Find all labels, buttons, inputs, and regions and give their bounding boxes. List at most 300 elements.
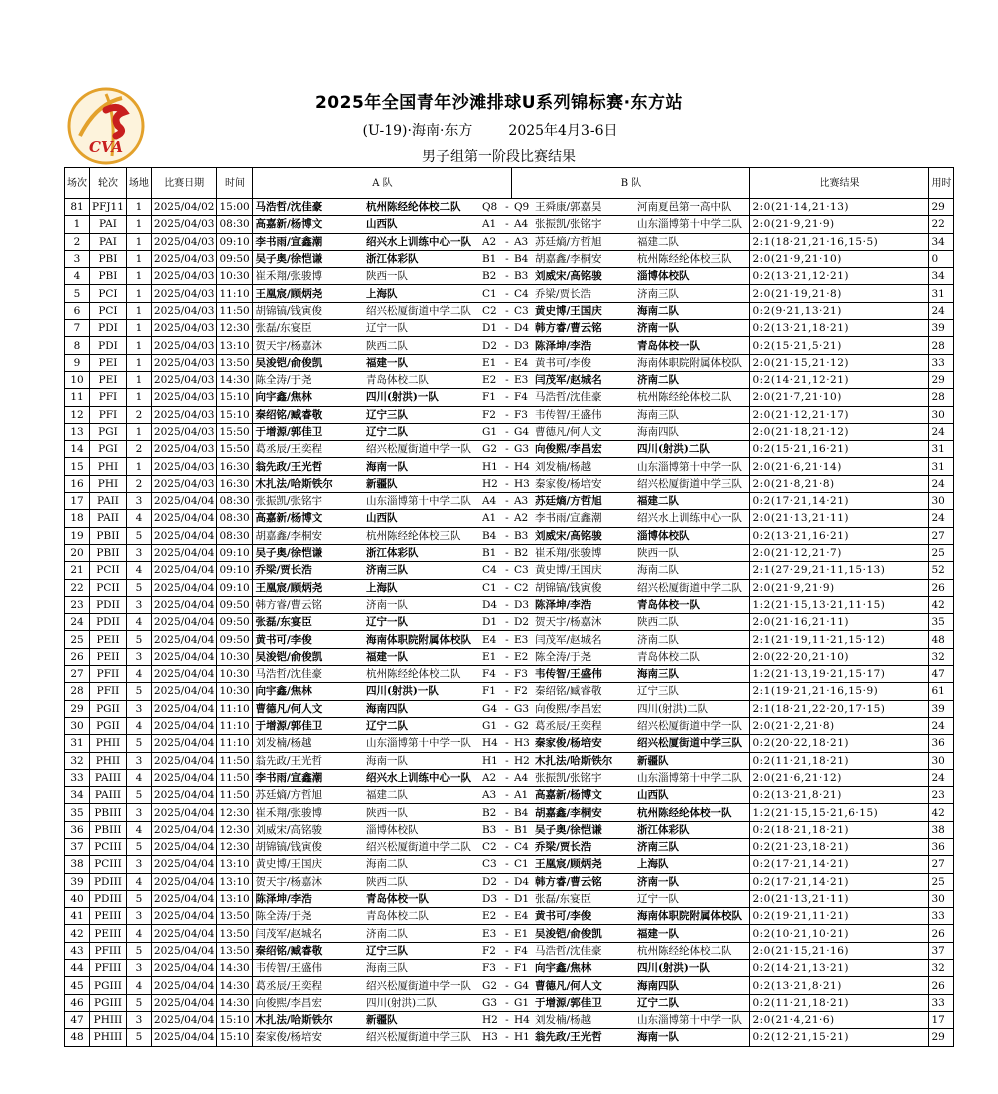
team-a-players: 李书雨/宣鑫潮: [253, 769, 364, 786]
date: 2025/04/04: [151, 856, 217, 873]
date: 2025/04/03: [151, 441, 217, 458]
date: 2025/04/03: [151, 285, 217, 302]
round: PAIII: [90, 787, 127, 804]
team-a-name: 四川(射洪)二队: [364, 994, 480, 1011]
team-b-name: 海南二队: [635, 562, 750, 579]
vs-dash: -: [502, 994, 512, 1011]
court: 1: [126, 458, 151, 475]
date: 2025/04/04: [151, 700, 217, 717]
team-b-code: C1: [512, 856, 533, 873]
vs-dash: -: [502, 510, 512, 527]
date: 2025/04/04: [151, 925, 217, 942]
team-b-code: F3: [512, 406, 533, 423]
team-b-players: 黄史博/王国庆: [533, 302, 635, 319]
team-b-players: 张振凯/张铭宇: [533, 216, 635, 233]
round: PFII: [90, 666, 127, 683]
team-b-players: 张振凯/张铭宇: [533, 769, 635, 786]
time: 16:30: [217, 458, 253, 475]
date: 2025/04/04: [151, 1011, 217, 1028]
time: 13:50: [217, 354, 253, 371]
match-duration: 27: [929, 856, 954, 873]
time: 14:30: [217, 994, 253, 1011]
date: 2025/04/04: [151, 544, 217, 561]
team-b-players: 向俊熙/李昌宏: [533, 441, 635, 458]
table-row: [65, 908, 954, 925]
vs-dash: -: [502, 856, 512, 873]
vs-dash: -: [502, 423, 512, 440]
round: PEII: [90, 648, 127, 665]
court: 3: [126, 960, 151, 977]
vs-dash: -: [502, 769, 512, 786]
match-duration: 31: [929, 458, 954, 475]
team-a-players: 胡锦镐/钱寅俊: [253, 838, 364, 855]
date: 2025/04/04: [151, 890, 217, 907]
team-b-players: 刘发楠/杨越: [533, 458, 635, 475]
date: 2025/04/04: [151, 787, 217, 804]
table-row: [65, 216, 954, 233]
match-no: 8: [65, 337, 90, 354]
team-a-players: 黄史博/王国庆: [253, 856, 364, 873]
match-no: 17: [65, 493, 90, 510]
team-a-players: 陈全涛/于尧: [253, 908, 364, 925]
team-a-players: 秦绍铭/臧睿敬: [253, 406, 364, 423]
table-row: [65, 596, 954, 613]
match-duration: 42: [929, 596, 954, 613]
court: 5: [126, 890, 151, 907]
table-row: [65, 544, 954, 561]
match-result: 2:0(21·2,21·8): [750, 717, 929, 734]
team-a-players: 闫茂军/赵城名: [253, 925, 364, 942]
team-b-players: 韩方睿/曹云铭: [533, 320, 635, 337]
team-a-name: 福建一队: [364, 354, 480, 371]
team-b-code: E3: [512, 371, 533, 388]
table-row: [65, 510, 954, 527]
team-a-name: 福建一队: [364, 648, 480, 665]
vs-dash: -: [502, 717, 512, 734]
date: 2025/04/04: [151, 510, 217, 527]
match-duration: 24: [929, 475, 954, 492]
team-a-players: 木扎法/哈斯铁尔: [253, 1011, 364, 1028]
table-row: [65, 302, 954, 319]
match-result: 2:1(18·21,21·16,15·5): [750, 233, 929, 250]
table-row: [65, 804, 954, 821]
court: 2: [126, 475, 151, 492]
date: 2025/04/03: [151, 371, 217, 388]
round: PBII: [90, 527, 127, 544]
vs-dash: -: [502, 925, 512, 942]
match-result: 2:0(21·16,21·11): [750, 614, 929, 631]
vs-dash: -: [502, 320, 512, 337]
team-a-code: G1: [480, 423, 502, 440]
match-duration: 30: [929, 406, 954, 423]
col-team-a: A 队: [253, 168, 512, 199]
team-b-code: H1: [512, 1029, 533, 1046]
date: 2025/04/04: [151, 908, 217, 925]
table-row: [65, 354, 954, 371]
team-a-code: G4: [480, 700, 502, 717]
team-b-name: 海南二队: [635, 302, 750, 319]
team-a-name: 新疆队: [364, 475, 480, 492]
date: 2025/04/04: [151, 596, 217, 613]
round: PDIII: [90, 873, 127, 890]
match-result: 0:2(17·21,14·21): [750, 873, 929, 890]
time: 10:30: [217, 648, 253, 665]
match-no: 48: [65, 1029, 90, 1046]
team-a-code: F2: [480, 406, 502, 423]
team-a-players: 秦家俊/杨培安: [253, 1029, 364, 1046]
team-a-code: C2: [480, 302, 502, 319]
round: PGI: [90, 423, 127, 440]
vs-dash: -: [502, 960, 512, 977]
team-a-code: G2: [480, 441, 502, 458]
round: PHIII: [90, 1011, 127, 1028]
time: 08:30: [217, 493, 253, 510]
team-a-code: A2: [480, 769, 502, 786]
team-a-code: H1: [480, 458, 502, 475]
team-b-players: 木扎法/哈斯铁尔: [533, 752, 635, 769]
team-a-name: 陕西一队: [364, 268, 480, 285]
team-a-players: 贺天宇/杨嘉沐: [253, 873, 364, 890]
team-a-name: 浙江体彩队: [364, 250, 480, 267]
table-row: [65, 873, 954, 890]
match-no: 18: [65, 510, 90, 527]
team-b-name: 辽宁三队: [635, 683, 750, 700]
team-b-code: C4: [512, 838, 533, 855]
date: 2025/04/04: [151, 579, 217, 596]
match-no: 13: [65, 423, 90, 440]
team-b-players: 高嘉新/杨博文: [533, 787, 635, 804]
round: PCII: [90, 579, 127, 596]
vs-dash: -: [502, 873, 512, 890]
match-result: 2:0(21·19,21·8): [750, 285, 929, 302]
round: PGIII: [90, 994, 127, 1011]
court: 3: [126, 544, 151, 561]
team-b-code: E4: [512, 354, 533, 371]
team-b-code: C3: [512, 302, 533, 319]
team-a-code: A4: [480, 493, 502, 510]
match-no: 12: [65, 406, 90, 423]
team-a-code: B3: [480, 821, 502, 838]
vs-dash: -: [502, 389, 512, 406]
team-b-code: C3: [512, 562, 533, 579]
round: PAIII: [90, 769, 127, 786]
team-b-name: 济南一队: [635, 873, 750, 890]
time: 12:30: [217, 320, 253, 337]
table-row: [65, 838, 954, 855]
court: 4: [126, 717, 151, 734]
court: 3: [126, 804, 151, 821]
time: 12:30: [217, 838, 253, 855]
team-a-code: E1: [480, 354, 502, 371]
time: 11:50: [217, 752, 253, 769]
match-duration: 47: [929, 666, 954, 683]
round: PCI: [90, 285, 127, 302]
court: 2: [126, 406, 151, 423]
team-b-name: 海南体职院附属体校队: [635, 354, 750, 371]
court: 4: [126, 925, 151, 942]
table-row: [65, 752, 954, 769]
team-a-name: 海南一队: [364, 458, 480, 475]
match-duration: 33: [929, 994, 954, 1011]
match-result: 0:2(13·21,12·21): [750, 268, 929, 285]
team-a-players: 张磊/东宴臣: [253, 320, 364, 337]
match-no: 4: [65, 268, 90, 285]
team-b-name: 陕西二队: [635, 614, 750, 631]
team-b-code: G1: [512, 994, 533, 1011]
match-no: 19: [65, 527, 90, 544]
court: 3: [126, 908, 151, 925]
team-b-name: 河南夏邑第一高中队: [635, 199, 750, 216]
team-a-code: D2: [480, 873, 502, 890]
team-a-name: 四川(射洪)一队: [364, 683, 480, 700]
vs-dash: -: [502, 337, 512, 354]
team-b-code: B4: [512, 250, 533, 267]
date: 2025/04/03: [151, 458, 217, 475]
team-a-players: 王凰宸/顾炳尧: [253, 579, 364, 596]
date: 2025/04/04: [151, 614, 217, 631]
team-b-code: A3: [512, 493, 533, 510]
team-b-players: 王凰宸/顾炳尧: [533, 856, 635, 873]
team-a-players: 曹德凡/何人文: [253, 700, 364, 717]
vs-dash: -: [502, 596, 512, 613]
team-b-code: G2: [512, 717, 533, 734]
round: PCIII: [90, 856, 127, 873]
match-duration: 39: [929, 700, 954, 717]
team-a-players: 翁先政/王光哲: [253, 458, 364, 475]
team-a-name: 绍兴松厦街道中学二队: [364, 302, 480, 319]
team-b-name: 杭州陈经纶体校二队: [635, 942, 750, 959]
table-row: [65, 1011, 954, 1028]
match-no: 40: [65, 890, 90, 907]
team-a-name: 杭州陈经纶体校二队: [364, 199, 480, 216]
team-b-name: 绍兴松厦街道中学一队: [635, 717, 750, 734]
team-a-code: G2: [480, 977, 502, 994]
match-duration: 25: [929, 873, 954, 890]
team-b-code: F2: [512, 683, 533, 700]
team-a-players: 韦传智/王盛伟: [253, 960, 364, 977]
court: 1: [126, 371, 151, 388]
match-result: 2:0(21·7,21·10): [750, 389, 929, 406]
team-b-code: D2: [512, 614, 533, 631]
court: 4: [126, 666, 151, 683]
table-row: [65, 717, 954, 734]
team-a-code: H4: [480, 735, 502, 752]
team-a-code: B4: [480, 527, 502, 544]
team-b-code: B1: [512, 821, 533, 838]
round: PFI: [90, 406, 127, 423]
team-b-name: 济南二队: [635, 371, 750, 388]
vs-dash: -: [502, 666, 512, 683]
match-no: 25: [65, 631, 90, 648]
time: 12:30: [217, 821, 253, 838]
team-b-code: D3: [512, 337, 533, 354]
team-a-players: 翁先政/王光哲: [253, 752, 364, 769]
team-a-players: 马浩哲/沈佳豪: [253, 666, 364, 683]
match-duration: 17: [929, 1011, 954, 1028]
team-b-name: 福建二队: [635, 233, 750, 250]
team-a-players: 王凰宸/顾炳尧: [253, 285, 364, 302]
col-date: 比赛日期: [151, 168, 217, 199]
match-duration: 34: [929, 268, 954, 285]
team-a-name: 上海队: [364, 285, 480, 302]
court: 3: [126, 596, 151, 613]
match-no: 21: [65, 562, 90, 579]
court: 5: [126, 631, 151, 648]
team-a-players: 刘威宋/高铭骏: [253, 821, 364, 838]
team-a-players: 高嘉新/杨博文: [253, 510, 364, 527]
date: 2025/04/04: [151, 666, 217, 683]
round: PFIII: [90, 942, 127, 959]
round: PEIII: [90, 925, 127, 942]
vs-dash: -: [502, 302, 512, 319]
team-a-name: 杭州陈经纶体校二队: [364, 666, 480, 683]
match-duration: 61: [929, 683, 954, 700]
team-b-name: 浙江体彩队: [635, 821, 750, 838]
team-a-name: 新疆队: [364, 1011, 480, 1028]
vs-dash: -: [502, 441, 512, 458]
match-result: 0:2(14·21,12·21): [750, 371, 929, 388]
match-result: 0:2(12·21,15·21): [750, 1029, 929, 1046]
team-b-code: A1: [512, 787, 533, 804]
court: 5: [126, 942, 151, 959]
court: 5: [126, 527, 151, 544]
team-b-code: C4: [512, 285, 533, 302]
date: 2025/04/03: [151, 250, 217, 267]
team-a-players: 向宇鑫/焦林: [253, 683, 364, 700]
team-a-name: 陕西二队: [364, 337, 480, 354]
team-a-name: 上海队: [364, 579, 480, 596]
match-duration: 0: [929, 250, 954, 267]
team-b-code: G4: [512, 977, 533, 994]
time: 11:50: [217, 787, 253, 804]
table-row: [65, 441, 954, 458]
document-title: 2025年全国青年沙滩排球U系列锦标赛·东方站: [314, 93, 684, 113]
round: PEIII: [90, 908, 127, 925]
team-b-name: 青岛体校一队: [635, 337, 750, 354]
team-a-code: E1: [480, 648, 502, 665]
match-no: 35: [65, 804, 90, 821]
vs-dash: -: [502, 700, 512, 717]
match-result: 2:1(21·19,11·21,15·12): [750, 631, 929, 648]
team-a-players: 秦绍铭/臧睿敬: [253, 942, 364, 959]
team-a-name: 福建二队: [364, 787, 480, 804]
court: 1: [126, 285, 151, 302]
round: PBIII: [90, 821, 127, 838]
col-court: 场地: [126, 168, 151, 199]
team-a-players: 陈全涛/于尧: [253, 371, 364, 388]
round: PAII: [90, 493, 127, 510]
team-b-code: B4: [512, 804, 533, 821]
team-b-code: E1: [512, 925, 533, 942]
time: 15:10: [217, 389, 253, 406]
match-no: 20: [65, 544, 90, 561]
col-result: 比赛结果: [750, 168, 929, 199]
table-row: [65, 700, 954, 717]
team-b-name: 上海队: [635, 856, 750, 873]
team-a-players: 陈泽坤/李浩: [253, 890, 364, 907]
match-result: 2:0(21·15,21·12): [750, 354, 929, 371]
vs-dash: -: [502, 1011, 512, 1028]
team-b-name: 辽宁二队: [635, 994, 750, 1011]
match-no: 41: [65, 908, 90, 925]
court: 4: [126, 977, 151, 994]
team-a-name: 山西队: [364, 510, 480, 527]
match-no: 46: [65, 994, 90, 1011]
table-row: [65, 925, 954, 942]
team-b-name: 淄博体校队: [635, 527, 750, 544]
court: 4: [126, 614, 151, 631]
team-b-code: H2: [512, 752, 533, 769]
match-result: 2:0(21·4,21·6): [750, 1011, 929, 1028]
team-a-code: H3: [480, 1029, 502, 1046]
team-a-name: 浙江体彩队: [364, 544, 480, 561]
team-a-code: E3: [480, 925, 502, 942]
vs-dash: -: [502, 199, 512, 216]
team-a-players: 向宇鑫/焦林: [253, 389, 364, 406]
team-a-code: H1: [480, 752, 502, 769]
team-a-players: 吴子奥/徐恺谦: [253, 250, 364, 267]
date: 2025/04/04: [151, 735, 217, 752]
team-a-name: 海南二队: [364, 856, 480, 873]
match-duration: 24: [929, 769, 954, 786]
round: PDIII: [90, 890, 127, 907]
court: 1: [126, 354, 151, 371]
team-b-code: D4: [512, 320, 533, 337]
team-a-code: C3: [480, 856, 502, 873]
team-b-code: G3: [512, 441, 533, 458]
match-no: 10: [65, 371, 90, 388]
team-a-code: E2: [480, 908, 502, 925]
vs-dash: -: [502, 908, 512, 925]
team-a-name: 绍兴松厦街道中学一队: [364, 441, 480, 458]
team-b-players: 刘威宋/高铭骏: [533, 268, 635, 285]
round: PHI: [90, 475, 127, 492]
match-result: 2:0(21·6,21·14): [750, 458, 929, 475]
team-b-name: 山东淄博第十中学二队: [635, 216, 750, 233]
table-row: [65, 268, 954, 285]
date: 2025/04/04: [151, 648, 217, 665]
team-b-code: B2: [512, 544, 533, 561]
match-duration: 31: [929, 285, 954, 302]
match-duration: 29: [929, 1029, 954, 1046]
vs-dash: -: [502, 942, 512, 959]
vs-dash: -: [502, 250, 512, 267]
date: 2025/04/03: [151, 389, 217, 406]
table-row: [65, 977, 954, 994]
team-a-players: 胡嘉鑫/李桐安: [253, 527, 364, 544]
team-a-code: B1: [480, 544, 502, 561]
court: 4: [126, 873, 151, 890]
table-row: [65, 683, 954, 700]
match-no: 16: [65, 475, 90, 492]
court: 1: [126, 233, 151, 250]
team-a-name: 山西队: [364, 216, 480, 233]
court: 1: [126, 337, 151, 354]
round: PAI: [90, 216, 127, 233]
team-b-players: 闫茂军/赵城名: [533, 631, 635, 648]
team-a-players: 张磊/东宴臣: [253, 614, 364, 631]
team-a-name: 辽宁二队: [364, 717, 480, 734]
team-b-code: A4: [512, 216, 533, 233]
team-a-players: 苏廷熵/方哲旭: [253, 787, 364, 804]
team-b-name: 福建一队: [635, 925, 750, 942]
match-duration: 28: [929, 337, 954, 354]
team-b-code: A3: [512, 233, 533, 250]
time: 11:10: [217, 700, 253, 717]
table-row: [65, 666, 954, 683]
table-row: [65, 285, 954, 302]
match-duration: 32: [929, 648, 954, 665]
